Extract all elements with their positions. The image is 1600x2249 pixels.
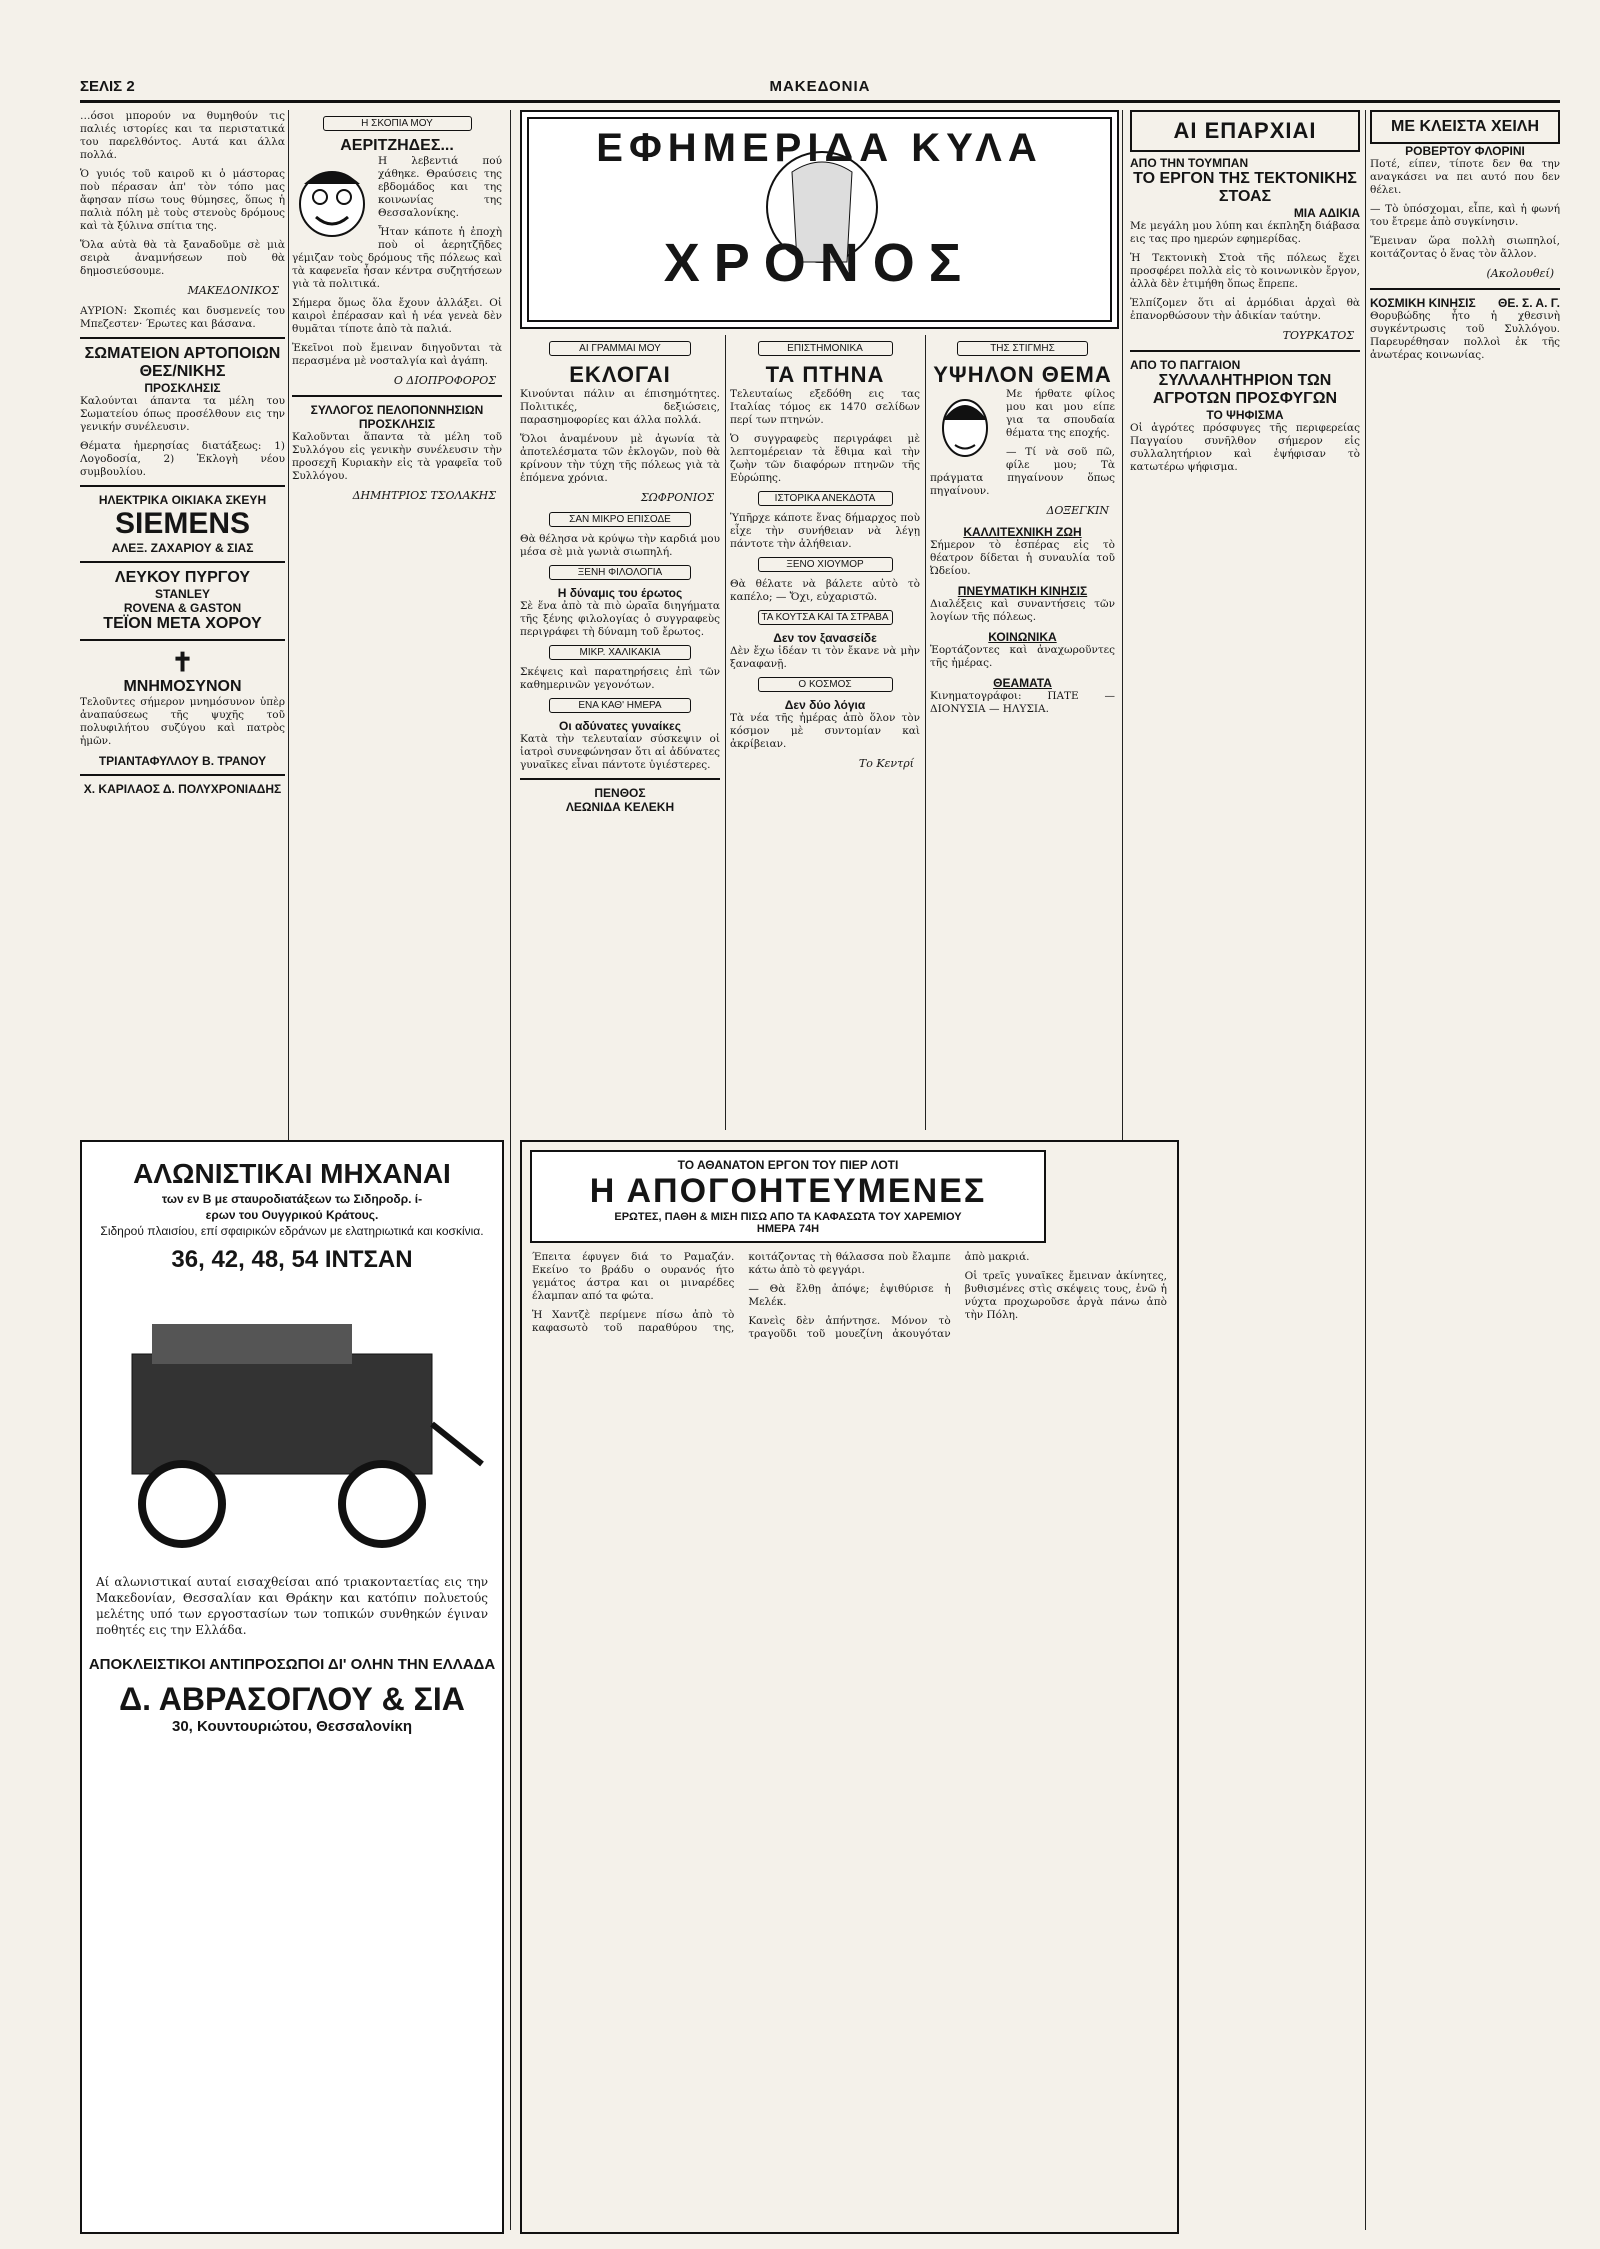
caricature-portrait xyxy=(292,159,372,249)
mourn-title: ΠΕΝΘΟΣ xyxy=(594,786,646,800)
serial-text: Έπειτα έφυγεν διά το Ραμαζάν. Εκείνο το βράδυ ο ουρανός ήτο γεμάτος άστρα και οι μιναρέδες έλαμπαν από τα φώτα. xyxy=(532,1251,735,1302)
thresher-illustration xyxy=(92,1284,492,1564)
tab-mikro: ΣΑΝ ΜΙΚΡΟ ΕΠΙΣΟΔΕ xyxy=(549,512,691,527)
ad-address: 30, Κουντουριώτου, Θεσσαλονίκη xyxy=(171,1718,412,1735)
bakers-title: ΣΩΜΑΤΕΙΟΝ ΑΡΤΟΠΟΙΩΝ ΘΕΣ/ΝΙΚΗΣ xyxy=(84,345,281,380)
rovena: ROVENA & GASTON xyxy=(123,601,242,615)
sub-xanaseide: Δεν τον ξανασείδε xyxy=(773,631,877,645)
from-toumpa: ΑΠΟ ΤΗΝ ΤΟΥΜΠΑΝ xyxy=(1130,156,1249,170)
tab-istorika: ΙΣΤΟΡΙΚΑ ΑΝΕΚΔΟΤΑ xyxy=(758,491,893,506)
stanley: STANLEY xyxy=(154,587,211,601)
article-title-ypsilon: ΥΨΗΛΟΝ ΘΕΜΑ xyxy=(933,362,1112,387)
article-title-ekloga: ΕΚΛΟΓΑΙ xyxy=(569,362,671,387)
col6-signature: ΤΟΥΡΚΑΤΟΣ xyxy=(1282,329,1354,342)
sub-gynaikes: Οι αδύνατες γυναίκες xyxy=(559,719,681,733)
memorial-title: ΜΝΗΜΟΣΥΝΟΝ xyxy=(123,678,242,695)
sec-kallitexniki: ΚΑΛΛΙΤΕΧΝΙΚΗ ΖΩΗ xyxy=(963,525,1082,539)
ad-title: ΑΛΩΝΙΣΤΙΚΑΙ ΜΗΧΑΝΑΙ xyxy=(133,1158,451,1189)
notice-title: ΣΥΛΛΟΓΟΣ ΠΕΛΟΠΟΝΝΗΣΙΩΝ xyxy=(310,403,484,417)
illustrated-banner xyxy=(520,110,1119,329)
aeritzides-text: Η λεβεντιά πού χάθηκε. Θραύσεις της εβδομάδος και της κοινωνίας της Θεσσαλονίκης. xyxy=(378,155,502,219)
section-tab-epistimonika: ΕΠΙΣΤΗΜΟΝΙΚΑ xyxy=(758,341,893,356)
subtitle-psifisma: ΤΟ ΨΗΦΙΣΜΑ xyxy=(1206,408,1284,422)
banner-subtitle: ΧΡΟΝΟΣ xyxy=(663,233,976,293)
col7-continued: (Ακολουθεί) xyxy=(1486,267,1554,280)
section-title-eparxiai: ΑΙ ΕΠΑΡΧΙΑΙ xyxy=(1130,110,1360,152)
ypsilon-text: Με ήρθατε φίλος μου και μου είπε για τα σπουδαία θέματα της εποχής. xyxy=(1006,388,1115,439)
banner-title: ΕΦΗΜΕΡΙΔΑ ΚΥΛΑ xyxy=(596,126,1043,170)
col5-signature: ΔΟΞΕΓΚΙΝ xyxy=(1046,504,1109,517)
column-4: ΕΠΙΣΤΗΜΟΝΙΚΑ ΤΑ ΠΤΗΝΑ Τελευταίως εξεδόθη εις τας Ιταλίας τόμος εκ 1470 σελίδων περί των πτηνών. Ὁ συγγραφεὺς περιγράφει μὲ λεπτομέρειαν τὰ ἔθιμα καὶ τὴν ζωὴν τῶν διαφόρων πτηνῶν τῆς Εὐρώπης. ΙΣΤΟΡΙΚΑ ΑΝΕΚΔΟΤΑ Ὑπῆρχε κάποτε ἕνας δήμαρχος ποὺ εἶχε τὴν συνήθειαν νὰ λέγῃ πάντοτε τὴν ἀλήθειαν. ΞΕΝΟ ΧΙΟΥΜΟΡ Θὰ θέλατε νὰ βάλετε αὐτὸ τὸ καπέλο; — Ὄχι, εὐχαριστῶ. ΤΑ ΚΟΥΤΣΑ ΚΑΙ ΤΑ ΣΤΡΑΒΑ Δεν τον ξανασείδε Δὲν ἔχω ἰδέαν τι τὸν ἔκανε νὰ μὴν ξαναφανῇ. Ο ΚΟΣΜΟΣ Δεν δύο λόγια Τὰ νέα τῆς ἡμέρας ἀπὸ ὅλον τὸν κόσμον μὲ συντομίαν καὶ ἀκρίβειαν. Το Κεντρί xyxy=(730,343,920,770)
tab-mikra: ΜΙΚΡ. ΧΑΛΙΚΑΚΙΑ xyxy=(549,645,691,660)
article-title-tektoniki: ΤΟ ΕΡΓΟΝ ΤΗΣ ΤΕΚΤΟΝΙΚΗΣ ΣΤΟΑΣ xyxy=(1133,170,1357,205)
sec-pneymatiki: ΠΝΕΥΜΑΤΙΚΗ ΚΙΝΗΣΙΣ xyxy=(957,584,1088,598)
tower-title: ΛΕΥΚΟΥ ΠΥΡΓΟΥ xyxy=(114,569,251,586)
ad-sizes: 36, 42, 48, 54 ΙΝΤΣΑΝ xyxy=(171,1246,413,1273)
column-3: ΑΙ ΓΡΑΜΜΑΙ ΜΟΥ ΕΚΛΟΓΑΙ Κινούνται πάλιν αι έπισημότητες. Πολιτικές, δεξιώσεις, παρασημοφορίες και άλλα πολλά. Ὅλοι ἀναμένουν μὲ ἀγωνία τὰ ἀποτελέσματα τῶν ἐκλογῶν, ποὺ θὰ κρίνουν τὴν τύχη τῆς πόλεως γιὰ τὰ ἑπόμενα χρόνια. ΣΩΦΡΟΝΙΟΣ ΣΑΝ ΜΙΚΡΟ ΕΠΙΣΟΔΕ Θὰ θέλησα νὰ κρύψω τὴν καρδιά μου μέσα σὲ μιὰ γωνιὰ σιωπηλή. ΞΕΝΗ ΦΙΛΟΛΟΓΙΑ Η δύναμις του έρωτος Σὲ ἕνα ἀπὸ τὰ πιὸ ὡραῖα διηγήματα τῆς ξένης φιλολογίας ὁ συγγραφεὺς περιγράφει τὴ δύναμη τοῦ ἔρωτος. ΜΙΚΡ. ΧΑΛΙΚΑΚΙΑ Σκέψεις καὶ παρατηρήσεις ἐπὶ τῶν καθημερινῶν γεγονότων. ΕΝΑ ΚΑΘ' ΗΜΕΡΑ Οι αδύνατες γυναίκες Κατὰ τὴν τελευταίαν σύσκεψιν οἱ ἰατροὶ συνεφώνησαν ὅτι αἱ ἀδύνατες γυναῖκες εἶναι πάντοτε ὑγιέστερες. ΠΕΝΘΟΣ ΛΕΩΝΙΔΑ ΚΕΛΕΚΗ xyxy=(520,343,720,814)
section-tab-stigmis: ΤΗΣ ΣΤΙΓΜΗΣ xyxy=(957,341,1089,356)
ad-line1: των εν Β με σταυροδιατάξεων τω Σιδηροδρ. ί- xyxy=(161,1192,423,1206)
ad-line2: ερων του Ουγγρικού Κράτους. xyxy=(205,1208,379,1222)
electric-heading: ΗΛΕΚΤΡΙΚΑ ΟΙΚΙΑΚΑ ΣΚΕΥΗ xyxy=(98,493,267,507)
article-title-aeritzides: ΑΕΡΙΤΖΗΔΕΣ... xyxy=(340,137,454,154)
column-6: ΑΙ ΕΠΑΡΧΙΑΙ ΑΠΟ ΤΗΝ ΤΟΥΜΠΑΝ ΤΟ ΕΡΓΟΝ ΤΗΣ ΤΕΚΤΟΝΙΚΗΣ ΣΤΟΑΣ ΜΙΑ ΑΔΙΚΙΑ Με μεγάλη μου λύπη και έκπληξη διάβασα εις τας προ ημερών εφημερίδας. Ἡ Τεκτονικὴ Στοὰ τῆς πόλεως ἔχει προσφέρει πολλὰ εἰς τὸ κοινωνικὸν ἔργον, ἀλλὰ δὲν ἐτιμήθη ὅπως ἔπρεπε. Ἐλπίζομεν ὅτι αἱ ἁρμόδιαι ἀρχαὶ θὰ ἐπανορθώσουν τὴν ἀδικίαν ταύτην. ΤΟΥΡΚΑΤΟΣ ΑΠΟ ΤΟ ΠΑΓΓΑΙΟΝ ΣΥΛΛΑΛΗΤΗΡΙΟΝ ΤΩΝ ΑΓΡΟΤΩΝ ΠΡΟΣΦΥΓΩΝ ΤΟ ΨΗΦΙΣΜΑ Οἱ ἀγρότες πρόσφυγες τῆς περιφερείας Παγγαίου συνῆλθον σήμερον εἰς συλλαλητήριον καὶ ἐψήφισαν τὸ κατωτέρω ψήφισμα. xyxy=(1130,110,1360,1300)
col1-signature: ΜΑΚΕΔΟΝΙΚΟΣ xyxy=(187,284,279,297)
sec-thesag: ΘΕ. Σ. Α. Γ. xyxy=(1498,296,1560,310)
page-number: ΣΕΛΙΣ 2 xyxy=(80,78,135,95)
col2-signature: Ο ΔΙΟΠΡΟΦΟΡΟΣ xyxy=(393,374,496,387)
bakers-sub: ΠΡΟΣΚΛΗΣΙΣ xyxy=(144,381,221,395)
sec-koinonika: ΚΟΙΝΩΝΙΚΑ xyxy=(988,630,1057,644)
tomorrow-note: ΑΥΡΙΟΝ: Σκοπιές και δυσμενείς του Μπεζεστεν· Έρωτες και βάσανα. xyxy=(80,305,285,330)
tab-kosmos: Ο ΚΟΣΜΟΣ xyxy=(758,677,893,692)
serial-title: Η ΑΠΟΓΟΗΤΕΥΜΕΝΕΣ xyxy=(589,1172,987,1210)
column-1: …όσοι μπορούν να θυμηθούν τις παλιές ιστορίες και τα περιστατικά του παρελθόντος. Αυτά και άλλα πολλά. Ὁ γυιός τοῦ καιροῦ κι ὁ μάστορας ποὺ πέρασαν ἀπ' τὸν τόπο μας ἄφησαν πίσω τους θύμησες, ὅπως ἡ παλιὰ πόλη μὲ τοὺς στενοὺς δρόμους καὶ τὰ ξύλινα σπίτια της. Ὅλα αὐτὰ θὰ τὰ ξαναδοῦμε σὲ μιὰ σειρὰ ἀναμνήσεων ποὺ θὰ δημοσιεύσουμε. ΜΑΚΕΔΟΝΙΚΟΣ ΑΥΡΙΟΝ: Σκοπιές και δυσμενείς του Μπεζεστεν· Έρωτες και βάσανα. ΣΩΜΑΤΕΙΟΝ ΑΡΤΟΠΟΙΩΝ ΘΕΣ/ΝΙΚΗΣ ΠΡΟΣΚΛΗΣΙΣ Καλούνται άπαντα τα μέλη του Σωματείου όπως προσέλθουν εις την γενικήν συνέλευσιν. Θέματα ἡμερησίας διατάξεως: 1) Λογοδοσία, 2) Ἐκλογὴ νέου συμβουλίου. ΗΛΕΚΤΡΙΚΑ ΟΙΚΙΑΚΑ ΣΚΕΥΗ SIEMENS ΑΛΕΞ. ΖΑΧΑΡΙΟΥ & ΣΙΑΣ ΛΕΥΚΟΥ ΠΥΡΓΟΥ STANLEY ROVENA & GASTON ΤΕΪΟΝ ΜΕΤΑ ΧΟΡΟΥ ✝ ΜΝΗΜΟΣΥΝΟΝ Τελοῦντες σήμερον μνημόσυνον ὑπὲρ ἀναπαύσεως τῆς ψυχῆς τοῦ πολυφιλήτου συζύγου καὶ πατρὸς ἡμῶν. ΤΡΙΑΝΤΑΦΥΛΛΟΥ Β. ΤΡΑΝΟΥ Χ. ΚΑΡΙΛΑΟΣ Δ. ΠΟΛΥΧΡΟΝΙΑΔΗΣ xyxy=(80,110,285,796)
siemens-logo: SIEMENS xyxy=(114,507,251,540)
article-title-ptina: ΤΑ ΠΤΗΝΑ xyxy=(765,362,885,387)
ad-threshing-machines xyxy=(80,1140,504,2234)
serial-title-kleista: ΜΕ ΚΛΕΙΣΤΑ ΧΕΙΛΗ xyxy=(1370,110,1560,144)
paper-name: ΜΑΚΕΔΟΝΙΑ xyxy=(769,78,871,95)
ad-text: Αί αλωνιστικαί αυταί εισαχθείσαι από τριακονταετίας εις την Μακεδονίαν, Θεσσαλίαν και Θράκην και κατόπιν πολυετούς μελέτης υπό των εργοστασίων των τοπικών συνθηκών έγιναν ποθητές εις την Ελλάδα. xyxy=(96,1575,488,1637)
col3-signature: ΣΩΦΡΟΝΙΟΣ xyxy=(640,491,714,504)
tea-title: ΤΕΪΟΝ ΜΕΤΑ ΧΟΡΟΥ xyxy=(103,615,262,632)
kleista-text: Ποτέ, είπεν, τίποτε δεν θα την αναγκάσει να πει αυτό που δεν θέλει. xyxy=(1370,158,1560,196)
ekloga-text: Κινούνται πάλιν αι έπισημότητες. Πολιτικές, δεξιώσεις, παρασημοφορίες και άλλα πολλά. xyxy=(520,388,720,426)
tektoniki-text: Με μεγάλη μου λύπη και έκπληξη διάβασα εις τας προ ημερών εφημερίδας. xyxy=(1130,220,1360,245)
tab-xeni: ΞΕΝΗ ΦΙΛΟΛΟΓΙΑ xyxy=(549,565,691,580)
page-header xyxy=(80,78,1560,103)
tab-xeno-humor: ΞΕΝΟ ΧΙΟΥΜΟΡ xyxy=(758,557,893,572)
sec-theamata: ΘΕΑΜΑΤΑ xyxy=(993,676,1052,690)
sub-dyo-logia: Δεν δύο λόγια xyxy=(784,698,866,712)
bakers-text: Καλούνται άπαντα τα μέλη του Σωματείου όπως προσέλθουν εις την γενικήν συνέλευσιν. xyxy=(80,395,285,433)
from-paggaion: ΑΠΟ ΤΟ ΠΑΓΓΑΙΟΝ xyxy=(1130,358,1241,372)
column-7: ΜΕ ΚΛΕΙΣΤΑ ΧΕΙΛΗ ΡΟΒΕΡΤΟΥ ΦΛΟΡΙΝΙ Ποτέ, είπεν, τίποτε δεν θα την αναγκάσει να πει αυτό που δεν θέλει. — Τὸ ὑπόσχομαι, εἶπε, καὶ ἡ φωνή του ἔτρεμε ἀπὸ συγκίνησιν. Ἔμειναν ὥρα πολλὴ σιωπηλοί, κοιτάζοντας ὁ ἕνας τὸν ἄλλον. (Ακολουθεί) ΚΟΣΜΙΚΗ ΚΙΝΗΣΙΣ ΘΕ. Σ. Α. Γ. Θορυβώδης ἦτο ἡ χθεσινὴ συγκέντρωσις τοῦ Συλλόγου. Παρευρέθησαν πολλοὶ ἐκ τῆς ἀνωτέρας κοινωνίας. xyxy=(1370,110,1560,1300)
mourn-name: ΛΕΩΝΙΔΑ ΚΕΛΕΚΗ xyxy=(565,800,675,814)
tab-ena: ΕΝΑ ΚΑΘ' ΗΜΕΡΑ xyxy=(549,698,691,713)
sec-kosmiki: ΚΟΣΜΙΚΗ ΚΙΝΗΣΙΣ xyxy=(1370,296,1476,310)
section-tab-skopia: Η ΣΚΟΠΙΑ ΜΟΥ xyxy=(323,116,472,131)
section-tab-grammai: ΑΙ ΓΡΑΜΜΑΙ ΜΟΥ xyxy=(549,341,691,356)
cross-icon: ✝ xyxy=(171,647,194,677)
ad-company: Δ. ΑΒΡΑΣΟΓΛΟΥ & ΣΙΑ xyxy=(119,1681,465,1717)
tab-koutsa: ΤΑ ΚΟΥΤΣΑ ΚΑΙ ΤΑ ΣΤΡΑΒΑ xyxy=(758,610,893,625)
serial-day: ΗΜΕΡΑ 74Η xyxy=(756,1223,820,1235)
subtitle-adikia: ΜΙΑ ΑΔΙΚΙΑ xyxy=(1293,206,1360,220)
column-5: ΤΗΣ ΣΤΙΓΜΗΣ ΥΨΗΛΟΝ ΘΕΜΑ Με ήρθατε φίλος μου και μου είπε για τα σπουδαία θέματα της εποχής. — Τί νὰ σοῦ πῶ, φίλε μου; Τὰ πράγματα πηγαίνουν ὅπως πηγαίνουν. ΔΟΞΕΓΚΙΝ ΚΑΛΛΙΤΕΧΝΙΚΗ ΖΩΗ Σήμερον τὸ ἑσπέρας εἰς τὸ θέατρον δίδεται ἡ συναυλία τοῦ Ὠδείου. ΠΝΕΥΜΑΤΙΚΗ ΚΙΝΗΣΙΣ Διαλέξεις καὶ συναντήσεις τῶν λογίων τῆς πόλεως. ΚΟΙΝΩΝΙΚΑ Ἑορτάζοντες καὶ ἀναχωροῦντες τῆς ἡμέρας. ΘΕΑΜΑΤΑ Κινηματογράφοι: ΠΑΤΕ — ΔΙΟΝΥΣΙΑ — ΗΛΥΣΙΑ. xyxy=(930,343,1115,715)
ptina-text: Τελευταίως εξεδόθη εις τας Ιταλίας τόμος εκ 1470 σελίδων περί των πτηνών. xyxy=(730,388,920,426)
article-title-syllalitirion: ΣΥΛΛΑΛΗΤΗΡΙΟΝ ΤΩΝ ΑΓΡΟΤΩΝ ΠΡΟΣΦΥΓΩΝ xyxy=(1152,372,1338,407)
serial-novel: ΤΟ ΑΘΑΝΑΤΟΝ ΕΡΓΟΝ ΤΟΥ ΠΙΕΡ ΛΟΤΙ Η ΑΠΟΓΟΗΤΕΥΜΕΝΕΣ ΕΡΩΤΕΣ, ΠΑΘΗ & ΜΙΣΗ ΠΙΣΩ ΑΠΟ ΤΑ ΚΑΦΑΣΩΤΑ ΤΟΥ ΧΑΡΕΜΙΟΥ ΗΜΕΡΑ 74Η Έπειτα έφυγεν διά το Ραμαζάν. Εκείνο το βράδυ ο ουρανός ήτο γεμάτος άστρα και οι μιναρέδες έλαμπαν από τα φώτα. Ἡ Χαντζὲ περίμενε πίσω ἀπὸ τὸ καφασωτὸ τοῦ παραθύρου της, κοιτάζοντας τὴ θάλασσα ποὺ ἔλαμπε κάτω ἀπὸ τὸ φεγγάρι. — Θὰ ἔλθῃ ἀπόψε; ἐψιθύρισε ἡ Μελέκ. Κανεὶς δὲν ἀπήντησε. Μόνον τὸ τραγοῦδι τοῦ μουεζίνη ἀκουγόταν ἀπὸ μακριά. Οἱ τρεῖς γυναῖκες ἔμειναν ἀκίνητες, βυθισμένες στὶς σκέψεις τους, ἐνῶ ἡ νύχτα προχωροῦσε ἀργὰ πάνω ἀπὸ τὴν Πόλη. xyxy=(520,1140,1179,2234)
notice-sub: ΠΡΟΣΚΛΗΣΙΣ xyxy=(358,417,436,431)
ad-line3: Σιδηρού πλαισίου, επί σφαιρικών εδράνων με ελατηριωτικά και κοσκίνια. xyxy=(100,1224,484,1238)
memorial-name: ΤΡΙΑΝΤΑΦΥΛΛΟΥ Β. ΤΡΑΝΟΥ xyxy=(98,754,267,768)
serial-header xyxy=(530,1150,1046,1243)
serial-top: ΤΟ ΑΘΑΝΑΤΟΝ ΕΡΓΟΝ ΤΟΥ ΠΙΕΡ ΛΟΤΙ xyxy=(677,1158,899,1172)
doctor-ad: Χ. ΚΑΡΙΛΑΟΣ Δ. ΠΟΛΥΧΡΟΝΙΑΔΗΣ xyxy=(83,782,282,796)
notice-name: ΔΗΜΗΤΡΙΟΣ ΤΣΟΛΑΚΗΣ xyxy=(352,489,496,502)
col4-signature: Το Κεντρί xyxy=(858,757,914,770)
serial-author: ΡΟΒΕΡΤΟΥ ΦΛΟΡΙΝΙ xyxy=(1405,144,1525,158)
portrait-illustration xyxy=(930,390,1000,470)
siemens-agent: ΑΛΕΞ. ΖΑΧΑΡΙΟΥ & ΣΙΑΣ xyxy=(111,541,254,555)
intro-text: …όσοι μπορούν να θυμηθούν τις παλιές ιστορίες και τα περιστατικά του παρελθόντος. Αυτά και άλλα πολλά. xyxy=(80,110,285,161)
ad-agents: ΑΠΟΚΛΕΙΣΤΙΚΟΙ ΑΝΤΙΠΡΟΣΩΠΟΙ ΔΙ' ΟΛΗΝ ΤΗΝ ΕΛΛΑΔΑ xyxy=(88,1656,496,1673)
serial-subtitle: ΕΡΩΤΕΣ, ΠΑΘΗ & ΜΙΣΗ ΠΙΣΩ ΑΠΟ ΤΑ ΚΑΦΑΣΩΤΑ ΤΟΥ ΧΑΡΕΜΙΟΥ xyxy=(614,1211,962,1223)
sub-erotos: Η δύναμις του έρωτος xyxy=(557,586,683,600)
column-2: Η ΣΚΟΠΙΑ ΜΟΥ ΑΕΡΙΤΖΗΔΕΣ... Η λεβεντιά πού χάθηκε. Θραύσεις της εβδομάδος και της κοινωνίας της Θεσσαλονίκης. Ἦταν κάποτε ἡ ἐποχὴ ποὺ οἱ ἀερητζῆδες γέμιζαν τοὺς δρόμους τῆς πόλεως καὶ τὰ καφενεῖα ἦσαν κέντρα συζητήσεων γιὰ τὰ πολιτικά. Σήμερα ὅμως ὅλα ἔχουν ἀλλάξει. Οἱ καιροὶ ἐπέρασαν καὶ ἡ νέα γενεὰ δὲν θυμᾶται τίποτε ἀπὸ τὰ παλιά. Ἐκεῖνοι ποὺ ἔμειναν διηγοῦνται τὰ περασμένα μὲ νοσταλγία καὶ ἀγάπη. Ο ΔΙΟΠΡΟΦΟΡΟΣ ΣΥΛΛΟΓΟΣ ΠΕΛΟΠΟΝΝΗΣΙΩΝ ΠΡΟΣΚΛΗΣΙΣ Καλοῦνται ἅπαντα τὰ μέλη τοῦ Συλλόγου εἰς γενικὴν συνέλευσιν τὴν προσεχῆ Κυριακὴν εἰς τὰ γραφεῖα τοῦ Συλλόγου. ΔΗΜΗΤΡΙΟΣ ΤΣΟΛΑΚΗΣ xyxy=(292,118,502,502)
